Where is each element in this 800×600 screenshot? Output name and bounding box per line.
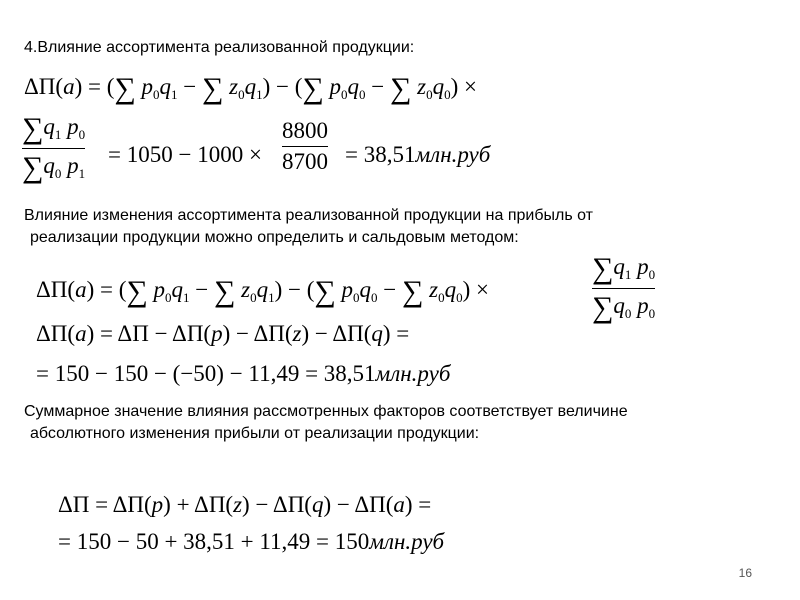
paragraph-summary-line1: Суммарное значение влияния рассмотренных факторов соответствует величине (24, 403, 628, 420)
formula-total-result (58, 530, 444, 553)
formula-delta-p-decomposition: ΔΠ(a) = ΔΠ − ΔΠ(p) − ΔΠ(z) − ΔΠ(q) = (36, 321, 410, 346)
formula-delta-p-a-saldo: ΔΠ(a) = (∑ $p_0q_1$ − ∑ $z_0q_1$) − (∑ $p_0q_0$ − ∑ $z_0q_0$) × (36, 275, 489, 308)
paragraph-saldo-line2: реализации продукции можно определить и сальдовым методом: (30, 229, 519, 246)
result-value: = 38,51 (345, 142, 416, 167)
fraction-assortment-index: $\sum q_1$ $p_0$ $\sum q_0$ $p_1$ (22, 112, 86, 184)
fraction-denominator: 8700 (282, 149, 328, 174)
slide-heading: 4.Влияние ассортимента реализованной продукции: (24, 39, 415, 56)
formula-delta-p-a-line1: ΔΠ(a) = (∑ $p_0q_1$ − ∑ $z_0q_1$) − (∑ $p_0q_0$ − ∑ $z_0q_0$) × (24, 72, 477, 105)
total-result-unit: млн.руб (369, 529, 445, 554)
saldo-result-value: = 150 − 150 − (−50) − 11,49 = 38,51 (36, 361, 376, 386)
total-result-value: = 150 − 50 + 38,51 + 11,49 = 150 (58, 529, 370, 554)
paragraph-saldo-line1: Влияние изменения ассортимента реализованной продукции на прибыль от (24, 207, 593, 224)
result-unit: млн.руб (415, 142, 491, 167)
paragraph-summary-line2: абсолютного изменения прибыли от реализации продукции: (30, 425, 480, 442)
fraction-numerator: 8800 (282, 118, 328, 143)
saldo-result-unit: млн.руб (375, 361, 451, 386)
formula-total-delta-p: ΔΠ = ΔΠ(p) + ΔΠ(z) − ΔΠ(q) − ΔΠ(a) = (58, 492, 432, 517)
formula-calc-result (345, 143, 490, 166)
fraction-q1p0-q0p0: $\sum q_1$ $p_0$ $\sum q_0$ $p_0$ (592, 252, 656, 324)
formula-saldo-result (36, 362, 450, 385)
fraction-8800-8700 (282, 118, 328, 175)
formula-calc-part-a: = 1050 − 1000 × (108, 142, 262, 167)
page-number: 16 (738, 566, 752, 580)
